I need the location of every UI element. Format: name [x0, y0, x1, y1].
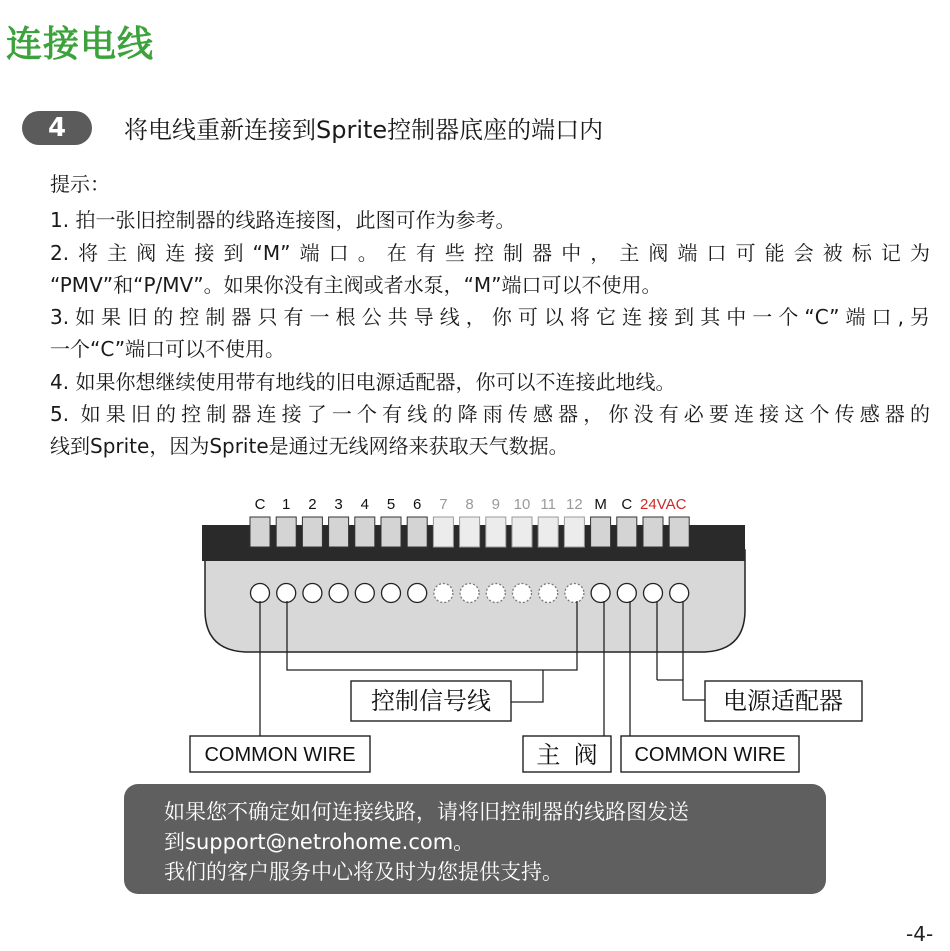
signal-wire-label: 控制信号线 [371, 688, 491, 715]
tip-line: 线到Sprite，因为Sprite是通过无线网络来获取天气数据。 [50, 434, 569, 459]
terminal-holes [251, 584, 689, 603]
terminal-hole [539, 584, 558, 603]
terminal-hole [434, 584, 453, 603]
tip-line: 3.如果旧的控制器只有一根公共导线，你可以将它连接到其中一个“C”端口,另 [50, 305, 930, 330]
note-line: 到support@netrohome.com。 [164, 830, 475, 854]
step-number-badge: 4 [22, 111, 92, 145]
terminal-label: 2 [308, 496, 317, 513]
terminal-label: 11 [540, 496, 556, 513]
terminal-hole [644, 584, 663, 603]
terminal-hole [513, 584, 532, 603]
terminal-block [407, 517, 427, 547]
terminal-block [460, 517, 480, 547]
terminal-block [381, 517, 401, 547]
note-line: 我们的客户服务中心将及时为您提供支持。 [164, 860, 563, 884]
terminal-label: C [621, 496, 633, 513]
master-valve-label: 主 阀 [536, 742, 598, 769]
terminal-hole [303, 584, 322, 603]
terminal-block [355, 517, 375, 547]
wiring-diagram [0, 480, 950, 780]
power-adapter-label: 电源适配器 [723, 688, 843, 715]
common-wire-right-label: COMMON WIRE [634, 744, 786, 766]
page-number: -4- [906, 922, 934, 946]
terminal-hole [251, 584, 270, 603]
terminal-block [302, 517, 322, 547]
terminal-hole [355, 584, 374, 603]
common-wire-left-label: COMMON WIRE [204, 744, 356, 766]
terminal-label: 3 [334, 496, 343, 513]
tips-heading: 提示： [50, 172, 110, 196]
signal-wire-leader [511, 670, 543, 702]
terminal-hole [460, 584, 479, 603]
terminal-hole [382, 584, 401, 603]
terminal-hole [565, 584, 584, 603]
terminal-block [669, 517, 689, 547]
terminal-label: 5 [386, 496, 396, 513]
terminal-hole [617, 584, 636, 603]
terminal-blocks [250, 517, 689, 547]
terminal-block [276, 517, 296, 547]
terminal-block [512, 517, 532, 547]
terminal-block [538, 517, 558, 547]
terminal-block [486, 517, 506, 547]
note-line: 如果您不确定如何连接线路，请将旧控制器的线路图发送 [164, 800, 689, 824]
terminal-block [329, 517, 349, 547]
step-heading: 将电线重新连接到Sprite控制器底座的端口内 [124, 116, 604, 144]
power-24vac-label: 24VAC [640, 496, 687, 513]
terminal-block [250, 517, 270, 547]
power-wire-leader [657, 680, 705, 700]
terminal-label: 12 [566, 496, 583, 513]
terminal-label: 4 [360, 496, 369, 513]
terminal-block [617, 517, 637, 547]
terminal-block [591, 517, 611, 547]
terminal-hole [277, 584, 296, 603]
tip-line: “PMV”和“P/MV”。如果你没有主阀或者水泵，“M”端口可以不使用。 [50, 272, 662, 297]
terminal-label: 9 [491, 496, 500, 513]
terminal-block [564, 517, 584, 547]
tip-line: 2.将主阀连接到“M”端口。在有些控制器中，主阀端口可能会被标记为 [50, 240, 930, 265]
support-note [124, 784, 826, 894]
terminal-label: 7 [439, 496, 448, 513]
terminal-hole [486, 584, 505, 603]
terminal-block [643, 517, 663, 547]
terminal-label: 10 [513, 496, 531, 513]
terminal-label: 8 [465, 496, 474, 513]
tip-line: 一个“C”端口可以不使用。 [50, 337, 286, 362]
terminal-hole [670, 584, 689, 603]
terminal-label: M [594, 496, 607, 513]
terminal-hole [591, 584, 610, 603]
terminal-hole [329, 584, 348, 603]
terminal-label: 1 [282, 496, 291, 513]
terminal-labels [255, 496, 633, 513]
tip-line: 5. 如果旧的控制器连接了一个有线的降雨传感器，你没有必要连接这个传感器的 [50, 402, 930, 427]
terminal-block [433, 517, 453, 547]
page-title: 连接电线 [6, 24, 155, 65]
terminal-label: 6 [413, 496, 422, 513]
terminal-label: C [254, 496, 266, 513]
tips-section [50, 168, 930, 463]
terminal-hole [408, 584, 427, 603]
tip-line: 4. 如果你想继续使用带有地线的旧电源适配器，你可以不连接此地线。 [50, 369, 676, 394]
tip-line: 1. 拍一张旧控制器的线路连接图，此图可作为参考。 [50, 208, 516, 233]
